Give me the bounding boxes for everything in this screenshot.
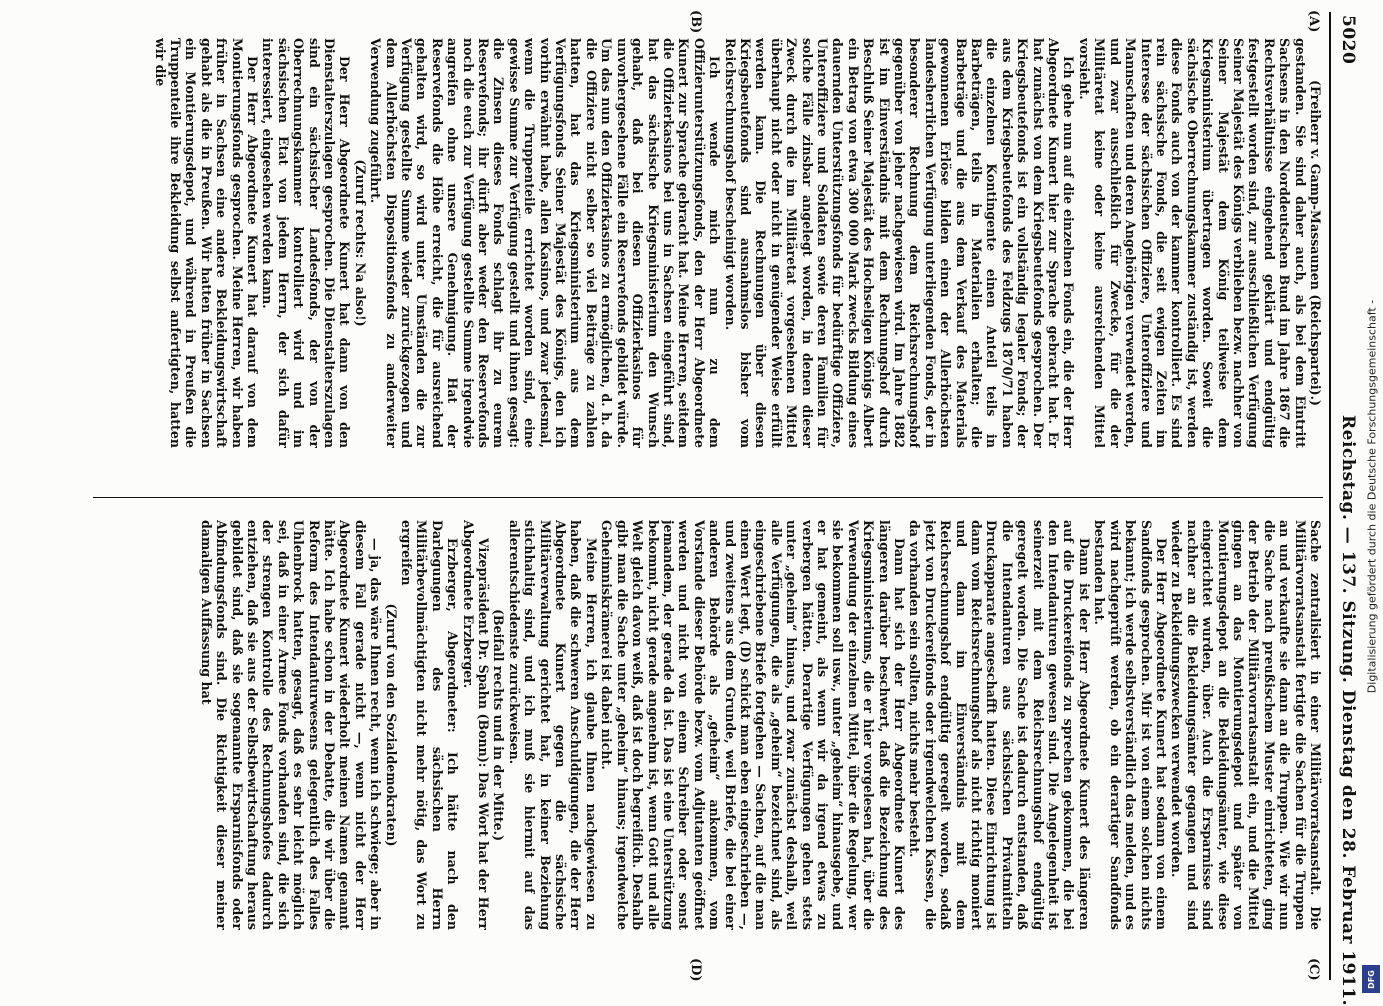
paragraph: Erzberger, Abgeordneter: Ich hätte nach den Darlegungen des sächsischen Herrn Militärbevollmächtigten nicht mehr nötig, das Wort zu ergreifen	[399, 520, 461, 930]
header-rule	[1329, 12, 1331, 980]
right-text-column	[63, 520, 1323, 930]
interjection: (Beifall rechts und in der Mitte.)	[491, 608, 507, 842]
margin-mark-a: (A)	[1306, 10, 1321, 33]
interjection: (Zuruf rechts: Na also!)	[352, 159, 368, 327]
page-number: 5020	[1338, 15, 1358, 65]
left-text-column	[63, 38, 1323, 448]
page-header	[1336, 15, 1358, 1006]
paragraph: Dann ist der Herr Abgeordnete Kunert des längeren auf die Druckereifonds zu sprechen gekommen, die bei den Intendanturen gewesen sind. Die Angelegenheit ist seinerzeit mit dem Reichsrechnungshof endgültig geregelt worden. Die Sache ist dadurch entstanden, daß die Intendanturen aus sächsischen Privatmitteln Druckapparate angeschafft hatten. Diese Einrichtung ist dann vom Reichsrechnungshof als nicht richtig moniert und dann im Einverständnis mit dem Reichsrechnungshof endgültig geregelt worden, sodaß jetzt von Druckereifonds oder irgendwelchen Kassen, die da vorhanden sein sollten, nichts mehr besteht.	[907, 520, 1092, 930]
margin-mark-c: (C)	[1306, 958, 1321, 981]
paragraph: Der Herr Abgeordnete Kunert hat sodann von einem Sandfonds gesprochen. Mir ist von einem solchen nichts bekannt; ich werde selbstverständlich das melden, und es wird nachgeprüft werden, ob ein derartiger Sandfonds bestanden hat.	[1092, 520, 1169, 930]
paragraph: Meine Herren, ich glaube Ihnen nachgewiesen zu haben, daß die schweren Anschuldigungen, die der Herr Abgeordnete Kunert gegen die sächsische Militärverwaltung gerichtet hat, in keiner Beziehung stichhaltig sind, und ich muß sie hiermit auf das allerentschiedenste zurückweisen.	[506, 520, 599, 930]
paragraph: Sache zentralisiert in einer Militärvorratsanstalt. Die Militärvorratsanstalt fertigte die Sachen für die Truppen an und verkaufte sie dann an die Truppen. Wie wir nun die Sache nach preußischem Muster einrichteten, ging der Betrieb der Militärvorratsanstalt ein, und die Mittel gingen an das Montierungsdepot und später von Montierungsdepot an die Bekleidungsämter, wie diese eingerichtet wurden, über. Auch die Ersparnisse sind nachher an die Bekleidungsämter gegangen und sind wieder zu Bekleidungszwecken verwendet worden.	[1169, 520, 1323, 930]
margin-mark-b: (B)	[688, 10, 703, 34]
dfg-logo	[1362, 965, 1380, 993]
paragraph: Vizepräsident Dr. Spahn (Bonn): Das Wort hat der Herr Abgeordnete Erzberger.	[460, 520, 492, 930]
paragraph: Ich gehe nun auf die einzelnen Fonds ein, die der Herr Abgeordnete Kunert hier zur Sprache gebracht hat. Er hat zunächst von dem Kriegsbeutefonds gesprochen. Der Kriegsbeutefonds ist ein vollständig legaler Fonds; der aus dem Kriegsbeutefonds des Feldzugs 1870/71 haben die einzelnen Kontingente einen Anteil teils in Barbeträgen, teils in Materialien erhalten; die Barbeträge und die aus dem Verkauf des Materials gewonnenen Erlöse bilden einen der Allerhöchsten landesherrlichen Verfügung unterliegenden Fonds, der in besonderer Rechnung dem Reichsrechnungshof gegenüber von jeher nachgewiesen wird. Im Jahre 1882 ist im Einverständnis mit dem Rechnungshof durch Beschluß Seiner Majestät des Hochseligen Königs Albert ein Betrag von etwa 300 000 Mark zwecks Bildung eines dauernden Unterstützungsfonds für bedürftige Offiziere, Unteroffiziere und Soldaten sowie deren Familien für solche Fälle zinsbar angelegt worden, in denen dieser Zweck durch die im Militäretat vorgesehenen Mittel überhaupt nicht oder nicht in genügender Weise erfüllt werden kann. Die Rechnungen über diesen Kriegsbeutefonds sind ausnahmslos bisher vom Reichsrechnungshof bescheinigt worden.	[722, 38, 1077, 448]
paragraph: Ich wende mich nun zu dem Offizierunterstützungsfonds, den der Herr Abgeordnete Kunert zur Sprache gebracht hat. Meine Herren, seitdem die Offizierkasinos bei uns in Sachsen eingeführt sind, hat das sächsische Kriegsministerium den Wunsch gehabt, daß bei diesen Offizierkasinos für unvorhergesehene Fälle ein Reservefonds gebildet würde. Um das nun den Offizierkasinos zu ermöglichen, d. h. da die Offiziere nicht selber so viel Beiträge zu zahlen hatten, hat das Kriegsministerium aus dem Verfügungsfonds Seiner Majestät des Königs, den ich vorhin erwähnt habe, allen Kasinos, und zwar jedesmal, wenn die Truppenteile errichtet worden sind, eine gewisse Summe zur Verfügung gestellt und ihnen gesagt: die Zinsen dieses Fonds schlagt ihr zu eurem Reservefonds; ihr dürft aber weder den Reservefonds noch die euch zur Verfügung gestellte Summe irgendwie angreifen ohne unsere Genehmigung. Hat der Reservefonds die Höhe erreicht, die für ausreichend gehalten wird, so wird unter Umständen die zur Verfügung gestellte Summe wieder zurückgezogen und dem Allerhöchsten Dispositionsfonds zu anderweiter Verwendung zugeführt.	[368, 38, 723, 448]
dfg-logo-text: DFG	[1366, 969, 1376, 989]
credit-text: Digitalisierung gefördert durch die Deutsche Forschungsgemeinschaft -	[1365, 299, 1379, 694]
interjection: (Zuruf von den Sozialdemokraten)	[383, 603, 399, 847]
paragraph: Der Herr Abgeordnete Kunert hat darauf von dem Montierungsfonds gesprochen. Meine Herren, wir haben früher in Sachsen eine andere Bekleidungswirtschaft gehabt als die in Preußen. Wir hatten früher in Sachsen ein Montierungsdepot, und während in Preußen die Truppenteile ihre Bekleidung selbst anfertigten, hatten wir die	[152, 38, 260, 448]
paragraph: — ja, das wäre Ihnen recht, wenn ich schwiege; aber in diesem Fall gerade nicht —, wenn nicht der Herr Abgeordnete Kunert wiederholt meinen Namen genannt hätte. Ich habe schon in der Debatte, die wir über die Reform des Intendanturwesens gelegentlich des Falles Uhlenbrock hatten, gesagt, daß es sehr leicht möglich sei, daß in einer Armee Fonds vorhanden sind, die sich der strengen Kontrolle des Rechnungshofes dadurch entziehen, daß sie aus der Selbstbewirtschaftung heraus gebildet sind, daß sie sogenannte Ersparnisfonds oder Abfindungsfonds sind. Die Richtigkeit dieser meiner damaligen Auffassung hat	[198, 520, 384, 930]
page-title: Reichstag. — 137. Sitzung. Dienstag den 28. Februar 1911.	[1338, 415, 1358, 1006]
paragraph: Dann hat sich der Herr Abgeordnete Kunert des längeren darüber beschwert, daß die Bezeichnung des Kriegsministeriums, die er hier vorgelesen hat, über die Verwendung der einzelnen Mittel, über die Regelung, wer sie bekommen soll usw., unter „geheim“ hinausgebe, und er hat gemeint, als wenn wir da irgend etwas zu verbergen hätten. Derartige Verfügungen gehen stets unter „geheim“ hinaus, und zwar zunächst deshalb, weil alle Verfügungen, die als „geheim“ bezeichnet sind, als eingeschriebene Briefe fortgehen — Sachen, auf die man einen Wert legt, (D) schickt man eben eingeschrieben —, und zweitens aus dem Grunde, weil Briefe, die bei einer anderen Behörde als „geheim“ ankommen, vom Vorstande dieser Behörde bezw. vom Adjutanten geöffnet werden und nicht von einem Schreiber oder sonst jemandem, der gerade da ist. Das ist eine Unterstützung bekommt, nicht gerade angenehm ist, wenn Gott und alle Welt gleich davon weiß, daß ist doch begreiflich. Deshalb gibt man die Sache unter „geheim“ hinaus; irgendwelche Geheimniskrämerei ist dabei nicht.	[599, 520, 908, 930]
digitization-credit	[1362, 0, 1382, 1000]
column-divider	[93, 497, 1323, 498]
paragraph: Der Herr Abgeordnete Kunert hat dann von den Dienstalterszulagen gesprochen. Die Dienstalterszulagen sind ein sächsischer Landesfonds, der von der Oberrechnungskammer kontrolliert wird und im sächsischen Etat von jedem Herrn, der sich dafür interessiert, eingesehen werden kann.	[260, 38, 353, 448]
margin-mark-d: (D)	[688, 958, 703, 982]
paragraph: gestanden. Sie sind daher auch, als bei dem Eintritt Sachsens in den Norddeutschen Bund im Jahre 1867 die Rechtsverhältnisse eingehend geklärt und endgültig festgestellt worden sind, zur ausschließlichen Verfügung Seiner Majestät des Königs verblieben bezw. nachher von Seiner Majestät dem König teilweise dem Kriegsministerium übertragen worden. Soweit die sächsische Oberrechnungskammer zuständig ist, werden diese Fonds auch von der kammer kontrolliert. Es sind rein sächsische Fonds, die seit ewigen Zeiten im Interesse der sächsischen Offiziere, Unteroffiziere und Mannschaften und deren Angehörigen verwendet werden, und zwar ausschließlich für Zwecke, für die der Militäretat keine oder keine ausreichenden Mittel vorsieht.	[1076, 38, 1308, 448]
paragraph: (Freiherr v. Gamp-Massaunen (Reichspartei).)	[1308, 80, 1323, 406]
